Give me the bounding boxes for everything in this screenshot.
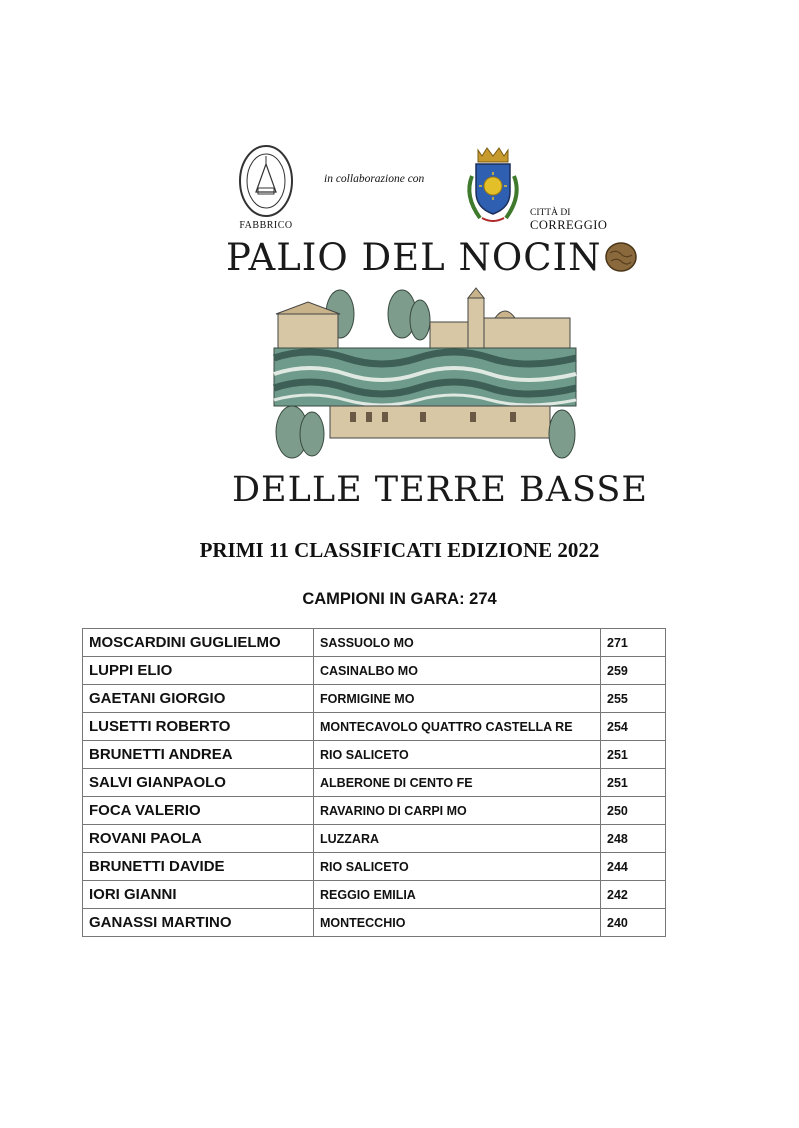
place-cell: SASSUOLO MO — [314, 629, 601, 657]
table-row — [83, 657, 666, 685]
score-cell: 255 — [601, 685, 666, 713]
place-cell: REGGIO EMILIA — [314, 881, 601, 909]
name-cell: GAETANI GIORGIO — [83, 685, 314, 713]
city-prefix: CITTÀ DI — [530, 208, 571, 218]
name-cell: BRUNETTI DAVIDE — [83, 853, 314, 881]
table-row — [83, 629, 666, 657]
score-cell: 254 — [601, 713, 666, 741]
collaboration-text: in collaborazione con — [324, 173, 425, 185]
walnut-icon — [604, 241, 638, 273]
score-cell: 259 — [601, 657, 666, 685]
compagnia-seal-icon — [238, 144, 294, 218]
score-cell: 244 — [601, 853, 666, 881]
place-cell: RIO SALICETO — [314, 741, 601, 769]
place-cell: RAVARINO DI CARPI MO — [314, 797, 601, 825]
table-row — [83, 741, 666, 769]
ranking-table — [82, 628, 666, 937]
ranking-heading: PRIMI 11 CLASSIFICATI EDIZIONE 2022 — [199, 538, 600, 562]
title-line-1-text: PALIO DEL NOCIN — [226, 236, 602, 279]
name-cell: BRUNETTI ANDREA — [83, 741, 314, 769]
score-cell: 271 — [601, 629, 666, 657]
name-cell: LUPPI ELIO — [83, 657, 314, 685]
place-cell: MONTECCHIO — [314, 909, 601, 937]
table-row — [83, 825, 666, 853]
place-cell: RIO SALICETO — [314, 853, 601, 881]
table-row — [83, 685, 666, 713]
score-cell: 242 — [601, 881, 666, 909]
table-row — [83, 853, 666, 881]
place-cell: MONTECAVOLO QUATTRO CASTELLA RE — [314, 713, 601, 741]
table-row — [83, 797, 666, 825]
town-illustration — [270, 284, 580, 464]
table-row — [83, 769, 666, 797]
score-cell: 251 — [601, 741, 666, 769]
correggio-logo — [458, 146, 618, 238]
name-cell: LUSETTI ROBERTO — [83, 713, 314, 741]
left-logo-caption: FABBRICO — [239, 220, 293, 231]
header-logos — [226, 140, 616, 240]
table-row — [83, 881, 666, 909]
score-cell: 240 — [601, 909, 666, 937]
title-line-2: DELLE TERRE BASSE — [232, 470, 648, 510]
correggio-coat-of-arms-icon — [458, 146, 528, 238]
name-cell: IORI GIANNI — [83, 881, 314, 909]
samples-count: CAMPIONI IN GARA: 274 — [302, 590, 497, 608]
place-cell: ALBERONE DI CENTO FE — [314, 769, 601, 797]
name-cell: GANASSI MARTINO — [83, 909, 314, 937]
compagnia-del-nocino-logo — [226, 140, 316, 235]
table-row — [83, 713, 666, 741]
place-cell: CASINALBO MO — [314, 657, 601, 685]
name-cell: FOCA VALERIO — [83, 797, 314, 825]
score-cell: 248 — [601, 825, 666, 853]
score-cell: 251 — [601, 769, 666, 797]
place-cell: FORMIGINE MO — [314, 685, 601, 713]
place-cell: LUZZARA — [314, 825, 601, 853]
score-cell: 250 — [601, 797, 666, 825]
city-name: CORREGGIO — [530, 218, 608, 232]
name-cell: SALVI GIANPAOLO — [83, 769, 314, 797]
name-cell: MOSCARDINI GUGLIELMO — [83, 629, 314, 657]
title-line-1 — [226, 236, 638, 279]
name-cell: ROVANI PAOLA — [83, 825, 314, 853]
table-row — [83, 909, 666, 937]
